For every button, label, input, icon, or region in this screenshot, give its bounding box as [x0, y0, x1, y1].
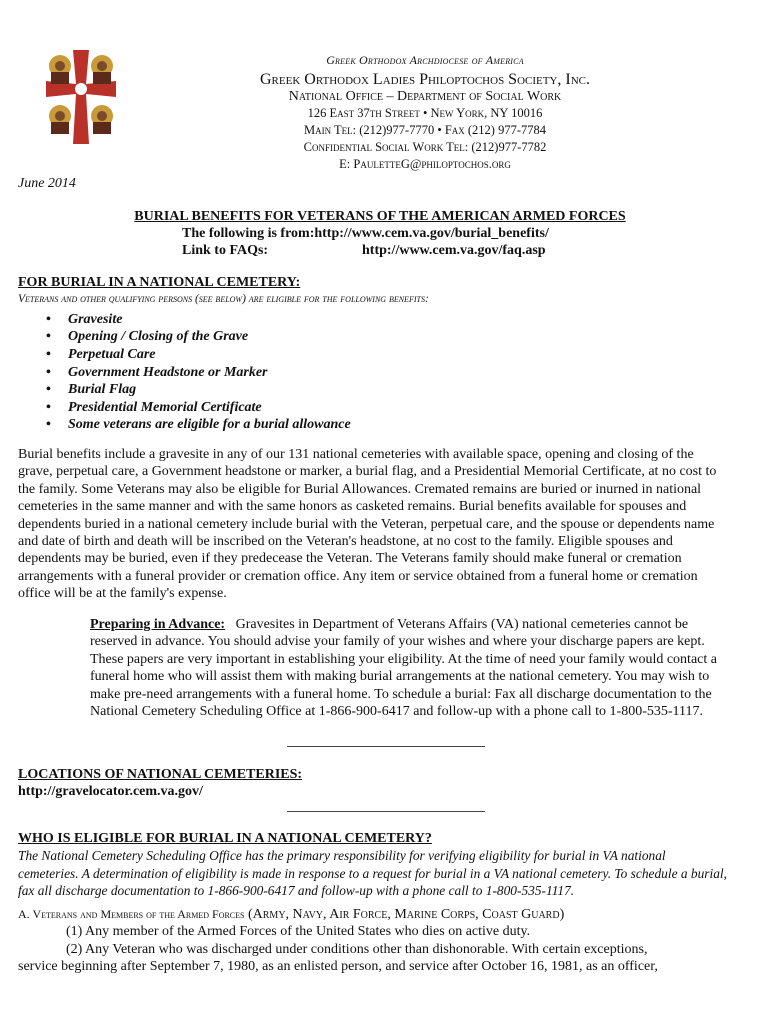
- faq-line: [120, 242, 640, 259]
- list-item: • Government Headstone or Marker: [68, 364, 728, 382]
- section-a-branches: (Army, Navy, Air Force, Marine Corps, Coast Guard): [247, 907, 565, 922]
- eligibility-item-2: (2) Any Veteran who was discharged under conditions other than dishonorable. With certain exceptions,: [66, 941, 648, 957]
- list-item: • Perpetual Care: [68, 346, 728, 364]
- benefits-subheading: Veterans and other qualifying persons (see below) are eligible for the following benefits:: [18, 293, 429, 306]
- national-cemetery-heading: FOR BURIAL IN A NATIONAL CEMETERY:: [18, 275, 301, 290]
- preparing-label: Preparing in Advance:: [90, 617, 226, 632]
- benefits-list: [18, 311, 728, 434]
- title-block: [120, 208, 640, 259]
- document-date: June 2014: [18, 176, 76, 191]
- locations-heading: LOCATIONS OF NATIONAL CEMETERIES:: [18, 767, 303, 782]
- email-line: E: PauletteG@philoptochos.org: [339, 157, 511, 171]
- list-item: • Burial Flag: [68, 381, 728, 399]
- eligibility-heading: WHO IS ELIGIBLE FOR BURIAL IN A NATIONAL CEMETERY?: [18, 831, 432, 846]
- preparing-section: [18, 616, 728, 720]
- national-cemetery-section: [18, 274, 728, 434]
- office-line: National Office – Department of Social Work: [288, 89, 562, 104]
- list-item: • Opening / Closing of the Grave: [68, 328, 728, 346]
- locations-section: [18, 766, 728, 801]
- phone-line: Main Tel: (212)977-7770 • Fax (212) 977-7784: [303, 123, 547, 137]
- document-title: BURIAL BENEFITS FOR VETERANS OF THE AMERICAN ARMED FORCES: [134, 209, 626, 224]
- divider: [287, 811, 485, 812]
- gravelocator-link[interactable]: http://gravelocator.cem.va.gov/: [18, 784, 203, 800]
- society-name: Greek Orthodox Ladies Philoptochos Society, Inc.: [259, 71, 591, 88]
- eligibility-item-2-continued: service beginning after September 7, 1980, as an enlisted person, and service after October 16, 1981, as an officer,: [18, 959, 658, 975]
- social-work-phone-line: Confidential Social Work Tel: (212)977-7782: [303, 140, 547, 154]
- list-item: • Presidential Memorial Certificate: [68, 399, 728, 417]
- benefits-paragraph: Burial benefits include a gravesite in any of our 131 national cemeteries with available space, opening and closing of the grave, perpetual care, a Government headstone or marker, a burial flag, and a Presidential Memorial Certificate, at no cost to the family. Some Veterans may also be eligible for Burial Allowances. Cremated remains are buried or inurned in national cemeteries in the same manner and with the same honors as casketed remains. Burial benefits available for spouses and dependents buried in a national cemetery include burial with the Veteran, perpetual care, and the spouse or dependents name and date of birth and death will be inscribed on the Veteran's headstone, at no cost to the family. Eligible spouses and dependents may be buried, even if they predecease the Veteran. The Veterans family should make funeral or cremation arrangements with a funeral provider or cremation office. Any item or service obtained from a funeral home or cremation office will be at the family's expense.: [18, 447, 717, 602]
- philoptochos-logo-icon: [40, 44, 122, 150]
- address-line: 126 East 37th Street • New York, NY 10016: [307, 106, 543, 120]
- faq-label: Link to FAQs:: [182, 243, 269, 258]
- archdiocese-line: Greek Orthodox Archdiocese of America: [326, 53, 524, 67]
- eligibility-section: [18, 830, 728, 900]
- faq-link[interactable]: http://www.cem.va.gov/faq.asp: [362, 243, 546, 258]
- preparing-paragraph: [90, 616, 725, 720]
- eligibility-item-1: (1) Any member of the Armed Forces of the United States who dies on active duty.: [66, 924, 531, 940]
- preparing-text: Gravesites in Department of Veterans Affairs (VA) national cemeteries cannot be reserved in advance. You should advise your family of your wishes and where your discharge papers are kept. These papers are very important in establishing your eligibility. At the time of need your family would contact a funeral home who will assist them with making burial arrangements at the national cemetery. You may wish to make pre-need arrangements with a funeral home. To schedule a burial: Fax all discharge documentation to the National Cemetery Scheduling Office at 1-866-900-6417 and follow-up with a phone call to 1-800-535-1117.: [90, 617, 717, 720]
- divider: [287, 746, 485, 747]
- source-line[interactable]: The following is from:http://www.cem.va.gov/burial_benefits/: [182, 226, 549, 241]
- section-a-label: A. Veterans and Members of the Armed Forces: [18, 907, 245, 921]
- eligibility-intro: The National Cemetery Scheduling Office has the primary responsibility for verifying eligibility for burial in VA national cemeteries. A determination of eligibility is made in response to a request for burial in a VA national cemetery. To schedule a burial, fax all discharge documentation to 1-866-900-6417 and follow-up with a phone call to 1-800-535-1117.: [18, 848, 728, 899]
- section-a: [18, 906, 728, 976]
- list-item: • Some veterans are eligible for a burial allowance: [68, 416, 728, 434]
- benefits-paragraph-section: [18, 446, 728, 603]
- letterhead: [230, 52, 620, 173]
- list-item: • Gravesite: [68, 311, 728, 329]
- section-a-heading: [18, 906, 728, 923]
